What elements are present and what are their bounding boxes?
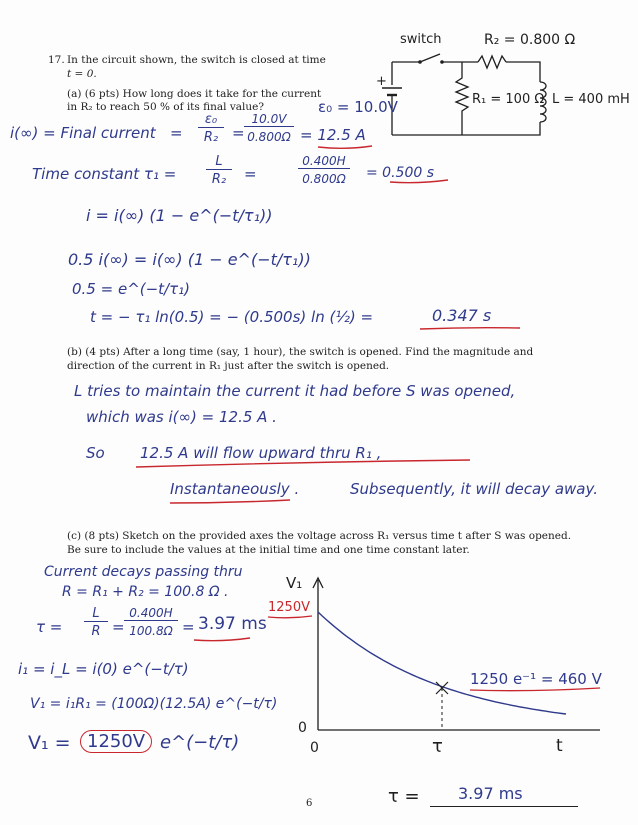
frac-10v-num: 10.0V	[244, 112, 294, 127]
part-c-tau-result: 3.97 ms	[198, 614, 267, 634]
part-a-final-current-label: i(∞) = Final current	[10, 124, 156, 142]
part-b-line2: which was i(∞) = 12.5 A .	[86, 408, 277, 426]
answer-tau-value: 3.97 ms	[458, 784, 523, 803]
graph-tau-point-label: 1250 e⁻¹ = 460 V	[470, 670, 602, 688]
graph-x-axis-label: t	[556, 736, 563, 756]
part-b-line1: L tries to maintain the current it had before S was opened,	[74, 382, 516, 400]
battery-plus-sign: +	[376, 74, 387, 89]
frac-0-400h-den: 100.8Ω	[129, 624, 173, 638]
part-c-tau-label: τ =	[36, 618, 63, 636]
part-c-eq-final-circled: 1250V	[80, 730, 152, 753]
frac-0-4h-den: 0.800Ω	[302, 172, 346, 186]
part-b-question-line1: (b) (4 pts) After a long time (say, 1 hour), the switch is opened. Find the magnitude and	[67, 346, 534, 358]
l-label: L = 400 mH	[552, 92, 630, 107]
part-c-note2: R = R₁ + R₂ = 100.8 Ω .	[62, 584, 229, 600]
part-c-equals-1: =	[112, 618, 125, 636]
part-c-eq-current: i₁ = i_L = i(0) e^(−t/τ)	[18, 660, 189, 678]
part-c-question-line2: Be sure to include the values at the initial time and one time constant later.	[67, 544, 470, 556]
part-a-eq-solve-t: t = − τ₁ ln(0.5) = − (0.500s) ln (½) =	[90, 308, 374, 326]
graph-y-value-label: 1250V	[268, 600, 310, 615]
answer-tau-label: τ =	[388, 786, 420, 807]
part-c-eq-final-lhs: V₁ =	[28, 732, 71, 754]
graph-y-axis-label: V₁	[286, 574, 303, 592]
part-a-eq-half: 0.5 = e^(−t/τ₁)	[72, 280, 191, 298]
part-b-line3: 12.5 A will flow upward thru R₁ ,	[140, 444, 382, 462]
part-b-question-line2: direction of the current in R₁ just after the switch is opened.	[67, 360, 390, 372]
part-b-subsequently: Subsequently, it will decay away.	[350, 480, 598, 498]
frac-l-over-r-den: R	[91, 624, 101, 639]
part-c-equals-2: =	[182, 618, 195, 636]
problem-intro-line1: In the circuit shown, the switch is closed at time	[67, 54, 326, 66]
r2-label: R₂ = 0.800 Ω	[484, 32, 576, 48]
part-a-equals-3: =	[244, 165, 257, 183]
part-c-note1: Current decays passing thru	[44, 564, 243, 580]
frac-l-over-r2-num: L	[206, 154, 232, 170]
page-number: 6	[306, 798, 313, 809]
part-a-equals-1: =	[170, 124, 183, 142]
part-a-time-constant-label: Time constant τ₁ =	[32, 165, 177, 183]
part-b-instantaneously: Instantaneously .	[170, 480, 300, 498]
problem-number: 17.	[48, 54, 65, 66]
part-a-question-line2: in R₂ to reach 50 % of its final value?	[67, 101, 265, 113]
part-a-answer: 0.347 s	[432, 306, 492, 325]
graph-origin-y: 0	[298, 720, 307, 736]
switch-label: switch	[400, 32, 442, 47]
part-a-equals-2: =	[232, 124, 245, 142]
part-c-eq-voltage: V₁ = i₁R₁ = (100Ω)(12.5A) e^(−t/τ)	[30, 696, 278, 712]
r1-label: R₁ = 100 Ω	[472, 92, 545, 107]
part-c-question-line1: (c) (8 pts) Sketch on the provided axes the voltage across R₁ versus time t after S was opened.	[67, 530, 572, 542]
part-b-so: So	[86, 444, 105, 462]
graph-tau-tick: τ	[432, 736, 443, 757]
graph-origin-x: 0	[310, 740, 319, 756]
frac-10v-den: 0.800Ω	[247, 130, 291, 144]
part-a-question-line1: (a) (6 pts) How long does it take for the current	[67, 88, 322, 100]
frac-0-4h-num: 0.400H	[298, 154, 350, 169]
part-a-current-result: = 12.5 A	[300, 126, 366, 144]
frac-l-over-r-num: L	[84, 606, 108, 622]
part-a-eq-current: i = i(∞) (1 − e^(−t/τ₁))	[86, 206, 273, 225]
part-a-eq-half-current: 0.5 i(∞) = i(∞) (1 − e^(−t/τ₁))	[68, 250, 311, 269]
frac-l-over-r2-den: R₂	[211, 172, 227, 187]
part-c-eq-final-rhs: e^(−t/τ)	[160, 732, 240, 753]
emf-label: ε₀ = 10.0V	[318, 98, 398, 116]
frac-emf-over-r2-den: R₂	[203, 130, 219, 145]
part-a-tau-result: = 0.500 s	[366, 165, 435, 181]
frac-emf-over-r2-num: ε₀	[198, 112, 224, 128]
problem-intro-line2: t = 0.	[67, 68, 97, 80]
frac-0-400h-num: 0.400H	[124, 606, 178, 621]
answer-line	[430, 806, 578, 807]
